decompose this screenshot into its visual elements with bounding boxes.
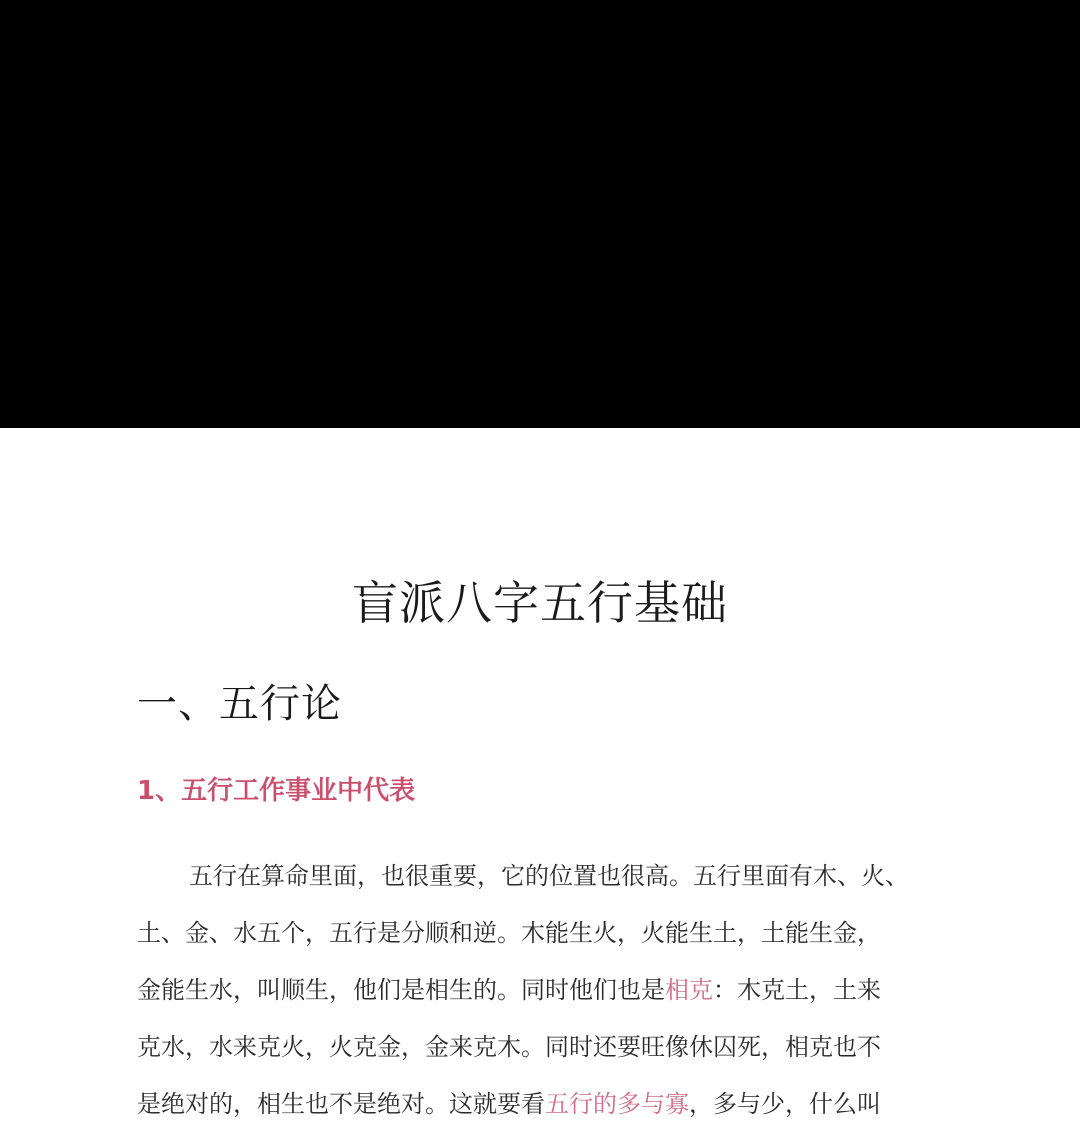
paragraph-line-5-part-c: ，多与少，什么叫: [689, 1090, 881, 1118]
paragraph-line-3-part-c: ：木克土，土来: [713, 976, 881, 1004]
document-page: [0, 428, 1080, 1136]
paragraph-line-4: 克水，水来克火，火克金，金来克木。同时还要旺像休囚死，相克也不: [137, 1033, 881, 1061]
section-heading: 一、五行论: [137, 681, 342, 727]
paragraph-line-3: [137, 962, 937, 1019]
sub-heading: 1、五行工作事业中代表: [137, 776, 416, 806]
paragraph-line-5: [137, 1076, 937, 1133]
paragraph-line-5-part-a: 是绝对的，相生也不是绝对。这就要看: [137, 1090, 545, 1118]
paragraph-line-2: 土、金、水五个，五行是分顺和逆。木能生火，火能生土，土能生金，: [137, 919, 881, 947]
highlight-duoyugua: 五行的多与寡: [545, 1090, 689, 1118]
paragraph-line-1: 五行在算命里面，也很重要，它的位置也很高。五行里面有木、火、: [189, 862, 909, 890]
document-title: 盲派八字五行基础: [352, 576, 728, 630]
highlight-xiangke: 相克: [665, 976, 713, 1004]
body-paragraph: [137, 848, 937, 1133]
paragraph-line-3-part-a: 金能生水，叫顺生，他们是相生的。同时他们也是: [137, 976, 665, 1004]
black-banner: [0, 0, 1080, 428]
